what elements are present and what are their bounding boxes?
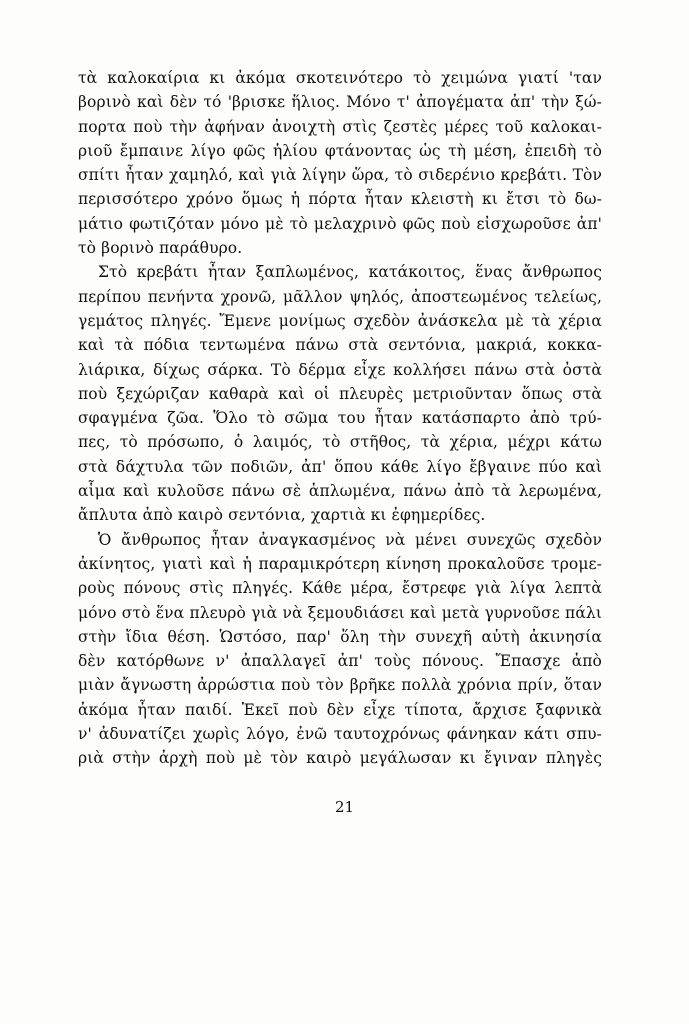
paragraph-2: [78, 260, 602, 527]
text-line: μόνο στὸ ἕνα πλευρὸ γιὰ νὰ ξεμουδιάσει καὶ μετὰ γυρνοῦσε πάλι: [78, 603, 602, 622]
text-line: στὰ δάχτυλα τῶν ποδιῶν, ἀπ' ὅπου κάθε λίγο ἔβγαινε πύο καὶ: [78, 457, 602, 476]
text-line: ἀκόμα ἦταν παιδί. Ἐκεῖ ποὺ δὲν εἶχε τίποτα, ἄρχισε ξαφνικὰ: [78, 700, 602, 719]
text-line: μάτιο φωτιζόταν μόνο μὲ τὸ μελαχρινὸ φῶς ποὺ εἰσχωροῦσε ἀπ': [78, 214, 602, 233]
page-number: 21: [334, 798, 355, 816]
text-line: δὲν κατόρθωνε ν' ἀπαλλαγεῖ ἀπ' τοὺς πόνους. Ἔπασχε ἀπὸ: [78, 652, 602, 671]
text-line: ν' ἀδυνατίζει χωρὶς λόγο, ἐνῶ ταυτοχρόνως φάνηκαν κάτι σπυ-: [78, 725, 602, 744]
text-line: ριοῦ ἔμπαινε λίγο φῶς ἡλίου φτάνοντας ὡς τὴ μέση, ἐπειδὴ τὸ: [78, 141, 602, 160]
text-line: γεμάτος πληγές. Ἔμενε μονίμως σχεδὸν ἀνάσκελα μὲ τὰ χέρια: [78, 311, 602, 330]
text-line: Ὁ ἄνθρωπος ἦταν ἀναγκασμένος νὰ μένει συνεχῶς σχεδὸν: [98, 530, 602, 549]
text-line: ποὺ ξεχώριζαν καθαρὰ καὶ οἱ πλευρὲς μετριοῦνταν ὅπως στὰ: [78, 384, 602, 403]
text-line: τὸ βορινὸ παράθυρο.: [78, 239, 243, 258]
text-line: περισσότερο χρόνο ὅμως ἡ πόρτα ἦταν κλειστὴ κι ἔτσι τὸ δω-: [78, 190, 602, 209]
text-line: ριὰ στὴν ἀρχὴ ποὺ μὲ τὸν καιρὸ μεγάλωσαν κι ἔγιναν πληγὲς: [78, 749, 602, 768]
text-line: βορινὸ καὶ δὲν τό 'βρισκε ἥλιος. Μόνο τ' ἀπογέματα ἀπ' τὴν ξώ-: [78, 93, 602, 112]
text-line: περίπου πενήντα χρονῶ, μᾶλλον ψηλός, ἀποστεωμένος τελείως,: [78, 287, 602, 306]
text-line: στὴν ἴδια θέση. Ὡστόσο, παρ' ὅλη τὴν συνεχῆ αὐτὴ ἀκινησία: [78, 627, 602, 646]
text-line: πες, τὸ πρόσωπο, ὁ λαιμός, τὸ στῆθος, τὰ χέρια, μέχρι κάτω: [78, 433, 602, 452]
text-line: πορτα ποὺ τὴν ἀφήναν ἀνοιχτὴ στὶς ζεστὲς μέρες τοῦ καλοκαι-: [78, 117, 602, 136]
text-line: ἄπλυτα ἀπὸ καιρὸ σεντόνια, χαρτιὰ κι ἐφημερίδες.: [78, 506, 486, 525]
text-line: λιάρικα, δίχως σάρκα. Τὸ δέρμα εἶχε κολλήσει πάνω στὰ ὀστὰ: [78, 360, 602, 379]
text-line: τὰ καλοκαίρια κι ἀκόμα σκοτεινότερο τὸ χειμώνα γιατί 'ταν: [78, 69, 602, 87]
text-line: σφαγμένα ζῶα. Ὅλο τὸ σῶμα του ἦταν κατάσπαρτο ἀπὸ τρύ-: [78, 409, 602, 428]
text-line: καὶ τὰ πόδια τεντωμένα πάνω στὰ σεντόνια, μακριά, κοκκα-: [78, 336, 602, 355]
text-line: αἷμα καὶ κυλοῦσε πάνω σὲ ἁπλωμένα, πάνω ἀπὸ τὰ λερωμένα,: [78, 482, 602, 501]
text-line: σπίτι ἦταν χαμηλό, καὶ γιὰ λίγην ὥρα, τὸ σιδερένιο κρεβάτι. Τὸν: [78, 166, 602, 185]
text-line: μιὰν ἄγνωστη ἀρρώστια ποὺ τὸν βρῆκε πολλὰ χρόνια πρίν, ὅταν: [78, 676, 602, 695]
text-line: ροὺς πόνους στὶς πληγές. Κάθε μέρα, ἔστρεφε γιὰ λίγα λεπτὰ: [78, 579, 602, 598]
body-text: [78, 66, 602, 771]
paragraph-1: [78, 66, 602, 260]
paragraph-3: [78, 528, 602, 771]
text-line: Στὸ κρεβάτι ἦταν ξαπλωμένος, κατάκοιτος, ἕνας ἄνθρωπος: [98, 263, 602, 282]
text-line: ἀκίνητος, γιατὶ καὶ ἡ παραμικρότερη κίνηση προκαλοῦσε τρομε-: [78, 554, 602, 573]
